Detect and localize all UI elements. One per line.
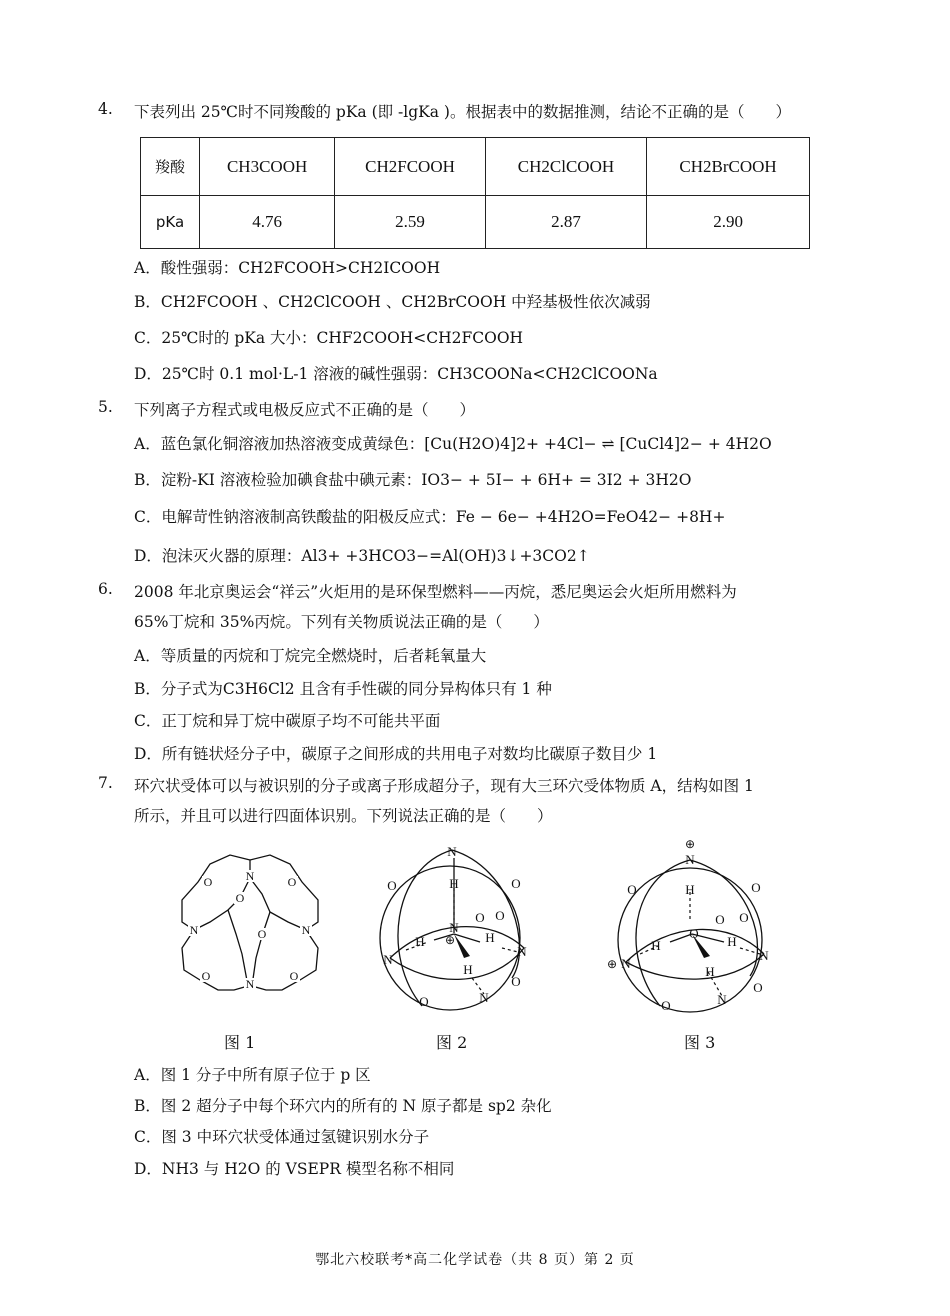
atom-label: ⊕	[606, 957, 618, 971]
atom-label: O	[475, 910, 485, 925]
atom-label: N	[245, 977, 255, 991]
atom-label: H	[463, 962, 473, 977]
question-stem: 下列离子方程式或电极反应式不正确的是（ ）	[134, 401, 476, 419]
question-stem: 下表列出 25℃时不同羧酸的 pKa (即 -lgKa )。根据表中的数据推测，结论不正确的是（ ）	[134, 103, 791, 121]
table-value: 2.87	[485, 196, 646, 249]
atom-label: H	[727, 934, 737, 949]
table-value: 2.59	[335, 196, 486, 249]
option-b: B．分子式为C3H6Cl2 且含有手性碳的同分异构体只有 1 种	[134, 680, 552, 698]
atom-label: N	[245, 869, 255, 883]
atom-label: H	[705, 964, 715, 979]
option-c: C．电解苛性钠溶液制高铁酸盐的阳极反应式：Fe − 6e− +4H2O=FeO42− +8H+	[134, 508, 726, 526]
page-footer: 鄂北六校联考*高二化学试卷（共 8 页）第 2 页	[315, 1252, 635, 1268]
atom-label: N	[621, 956, 631, 971]
atom-label: H	[685, 882, 695, 897]
atom-label: H	[449, 876, 459, 891]
table-acid: CH3COOH	[200, 138, 335, 196]
option-c: C．正丁烷和异丁烷中碳原子均不可能共平面	[134, 712, 441, 730]
atom-label: O	[511, 876, 521, 891]
option-c: C．25℃时的 pKa 大小：CHF2COOH<CH2FCOOH	[134, 329, 524, 347]
question-6	[98, 580, 868, 640]
option-b: B．CH2FCOOH 、CH2ClCOOH 、CH2BrCOOH 中羟基极性依次减弱	[134, 293, 651, 311]
atom-label: O	[715, 912, 725, 927]
option-a: A．图 1 分子中所有原子位于 p 区	[134, 1066, 371, 1084]
atom-label: O	[689, 926, 699, 941]
table-value: 4.76	[200, 196, 335, 249]
option-d: D．泡沫灭火器的原理：Al3+ +3HCO3−=Al(OH)3↓+3CO2↑	[134, 547, 590, 565]
atom-label: O	[495, 908, 505, 923]
question-number: 6.	[98, 580, 113, 598]
atom-label: N	[449, 920, 459, 935]
question-5	[98, 398, 868, 428]
figure-2-ammonium-complex	[372, 838, 542, 1018]
option-b: B．图 2 超分子中每个环穴内的所有的 N 原子都是 sp2 杂化	[134, 1097, 552, 1115]
atom-label: H	[485, 930, 495, 945]
table-acid: CH2FCOOH	[335, 138, 486, 196]
atom-label: N	[301, 923, 311, 937]
figure-3-caption: 图 3	[684, 1033, 716, 1052]
atom-label: N	[517, 944, 527, 959]
option-b: B．淀粉-KI 溶液检验加碘食盐中碘元素：IO3− + 5I− + 6H+ = 3I2 + 3H2O	[134, 471, 692, 489]
option-a: A．酸性强弱：CH2FCOOH>CH2ICOOH	[134, 259, 441, 277]
figure-3-water-complex	[600, 836, 780, 1018]
figure-2-caption: 图 2	[436, 1033, 468, 1052]
atom-label: O	[753, 980, 763, 995]
atom-label: N	[759, 948, 769, 963]
atom-label: O	[287, 875, 297, 889]
table-value: 2.90	[647, 196, 810, 249]
atom-label: N	[447, 844, 457, 859]
atom-label: ⊕	[444, 933, 456, 947]
question-stem-line1: 2008 年北京奥运会“祥云”火炬用的是环保型燃料——丙烷，悉尼奥运会火炬所用燃料为	[134, 583, 737, 601]
question-number: 5.	[98, 398, 113, 416]
atom-label: N	[383, 952, 393, 967]
atom-label: O	[235, 891, 245, 905]
atom-label: O	[419, 994, 429, 1009]
question-7	[98, 774, 868, 834]
atom-label: O	[201, 969, 211, 983]
atom-label: H	[651, 938, 661, 953]
atom-label: O	[257, 927, 267, 941]
option-c: C．图 3 中环穴状受体通过氢键识别水分子	[134, 1128, 430, 1146]
pka-table	[140, 137, 810, 249]
atom-label: N	[717, 992, 727, 1007]
question-stem-line2: 所示，并且可以进行四面体识别。下列说法正确的是（ ）	[134, 807, 553, 825]
atom-label: O	[739, 910, 749, 925]
atom-label: O	[751, 880, 761, 895]
question-number: 4.	[98, 100, 113, 118]
atom-label: O	[289, 969, 299, 983]
atom-label: O	[661, 998, 671, 1013]
option-a: A．蓝色氯化铜溶液加热溶液变成黄绿色：[Cu(H2O)4]2+ +4Cl− ⇌ [CuCl4]2− + 4H2O	[134, 435, 772, 453]
atom-label: H	[415, 934, 425, 949]
atom-label: N	[685, 852, 695, 867]
atom-label: O	[387, 878, 397, 893]
atom-label: O	[627, 882, 637, 897]
atom-label: O	[203, 875, 213, 889]
figure-1-caption: 图 1	[224, 1033, 256, 1052]
question-stem-line1: 环穴状受体可以与被识别的分子或离子形成超分子，现有大三环穴受体物质 A，结构如图 1	[134, 777, 754, 795]
question-stem-line2: 65%丁烷和 35%丙烷。下列有关物质说法正确的是（ ）	[134, 613, 549, 631]
table-row-label: pKa	[141, 196, 200, 249]
table-acid: CH2ClCOOH	[485, 138, 646, 196]
table-acid: CH2BrCOOH	[647, 138, 810, 196]
question-4	[98, 100, 868, 130]
option-d: D．NH3 与 H2O 的 VSEPR 模型名称不相同	[134, 1160, 455, 1178]
figure-1-cryptand	[170, 850, 330, 1005]
atom-label: ⊕	[684, 837, 696, 851]
option-d: D．所有链状烃分子中，碳原子之间形成的共用电子对数均比碳原子数目少 1	[134, 745, 658, 763]
atom-label: O	[511, 974, 521, 989]
option-d: D．25℃时 0.1 mol·L-1 溶液的碱性强弱：CH3COONa<CH2ClCOONa	[134, 365, 658, 383]
option-a: A．等质量的丙烷和丁烷完全燃烧时，后者耗氧量大	[134, 647, 487, 665]
table-header-label: 羧酸	[141, 138, 200, 196]
atom-label: N	[479, 990, 489, 1005]
atom-label: N	[189, 923, 199, 937]
question-number: 7.	[98, 774, 113, 792]
